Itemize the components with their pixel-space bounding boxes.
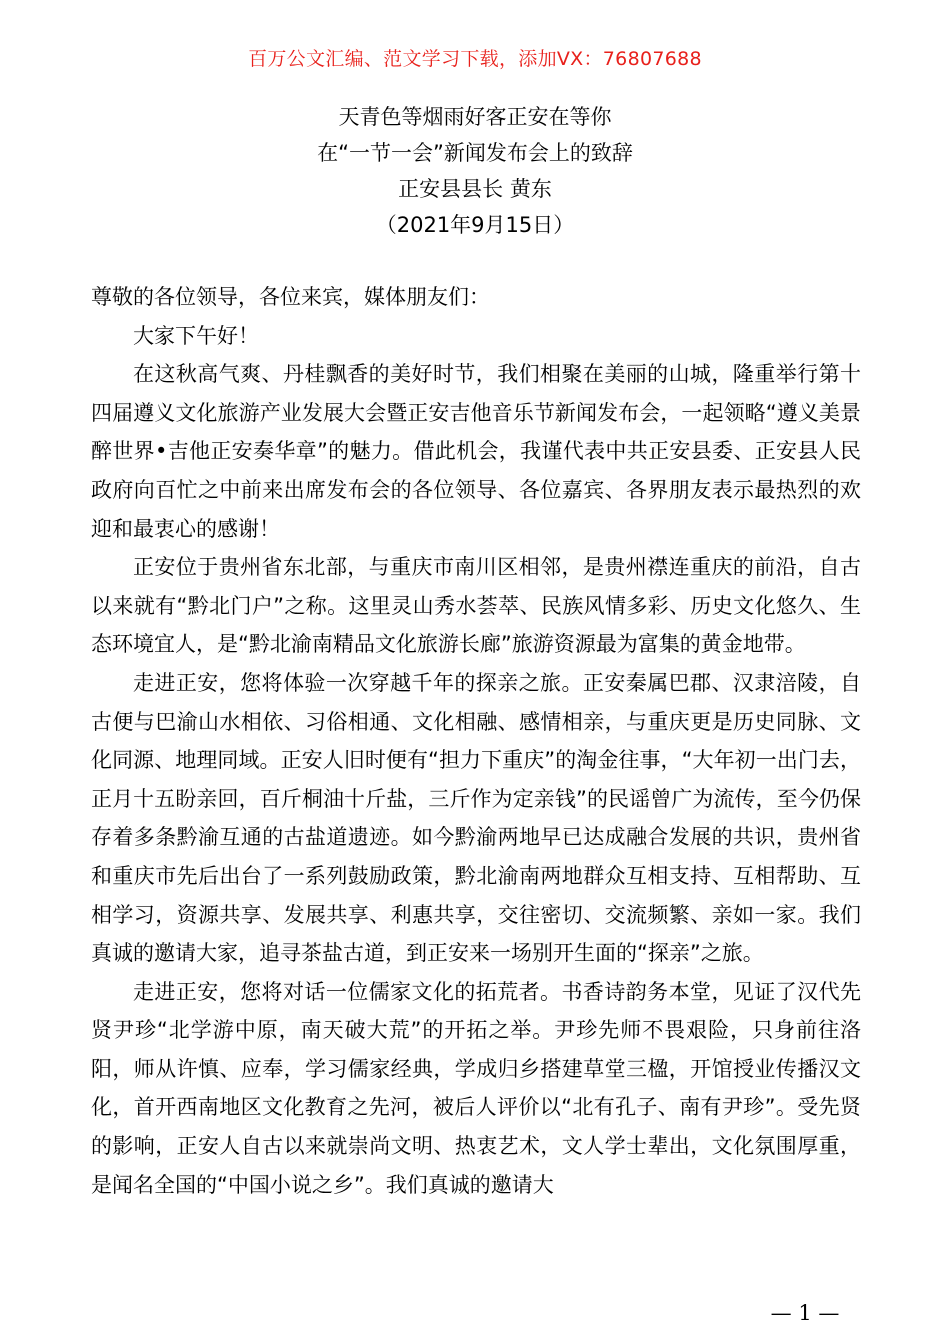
- paragraph-family-journey: 走进正安，您将体验一次穿越千年的探亲之旅。正安秦属巴郡、汉隶涪陵，自古便与巴渝山水相依、习俗相通、文化相融、感情相亲，与重庆更是历史同脉、文化同源、地理同域。正安人旧时便有“担力下重庆”的淘金往事，“大年初一出门去，正月十五盼亲回，百斤桐油十斤盐，三斤作为定亲钱”的民谣曾广为流传，至今仍保存着多条黔渝互通的古盐道遗迹。如今黔渝两地早已达成融合发展的共识，贵州省和重庆市先后出台了一系列鼓励政策，黔北渝南两地群众互相支持、互相帮助、互相学习，资源共享、发展共享、利惠共享，交往密切、交流频繁、亲如一家。我们真诚的邀请大家，追寻茶盐古道，到正安来一场别开生面的“探亲”之旅。: [91, 670, 861, 966]
- document-title: 天青色等烟雨好客正安在等你: [338, 105, 612, 129]
- title-block: [0, 99, 950, 243]
- paragraph-location: 正安位于贵州省东北部，与重庆市南川区相邻，是贵州襟连重庆的前沿，自古以来就有“黔北门户”之称。这里灵山秀水荟萃、民族风情多彩、历史文化悠久、生态环境宜人，是“黔北渝南精品文化旅游长廊”旅游资源最为富集的黄金地带。: [91, 555, 861, 657]
- paragraph-greeting: 大家下午好！: [133, 323, 259, 348]
- salutation: 尊敬的各位领导，各位来宾，媒体朋友们：: [91, 285, 490, 309]
- document-subtitle: 在“一节一会”新闻发布会上的致辞: [317, 141, 633, 165]
- speaker-line: 正安县县长 黄东: [398, 177, 552, 201]
- watermark-banner: 百万公文汇编、范文学习下载，添加VX：76807688: [248, 48, 702, 70]
- paragraph-welcome: 在这秋高气爽、丹桂飘香的美好时节，我们相聚在美丽的山城，隆重举行第十四届遵义文化旅游产业发展大会暨正安吉他音乐节新闻发布会，一起领略“遵义美景醉世界•吉他正安奏华章”的魅力。借此机会，我谨代表中共正安县委、正安县人民政府向百忙之中前来出席发布会的各位领导、各位嘉宾、各界朋友表示最热烈的欢迎和最衷心的感谢！: [91, 362, 861, 541]
- speech-body: [91, 278, 861, 1204]
- date-line: （2021年9月15日）: [375, 213, 575, 237]
- paragraph-confucian-culture: 走进正安，您将对话一位儒家文化的拓荒者。书香诗韵务本堂，见证了汉代先贤尹珍“北学游中原，南天破大荒”的开拓之举。尹珍先师不畏艰险，只身前往洛阳，师从许慎、应奉，学习儒家经典，学成归乡搭建草堂三楹，开馆授业传播汉文化，首开西南地区文化教育之先河，被后人评价以“北有孔子、南有尹珍”。受先贤的影响，正安人自古以来就崇尚文明、热衷艺术，文人学士辈出，文化氛围厚重，是闻名全国的“中国小说之乡”。我们真诚的邀请大: [91, 979, 861, 1197]
- page-number: — 1 —: [770, 1301, 840, 1325]
